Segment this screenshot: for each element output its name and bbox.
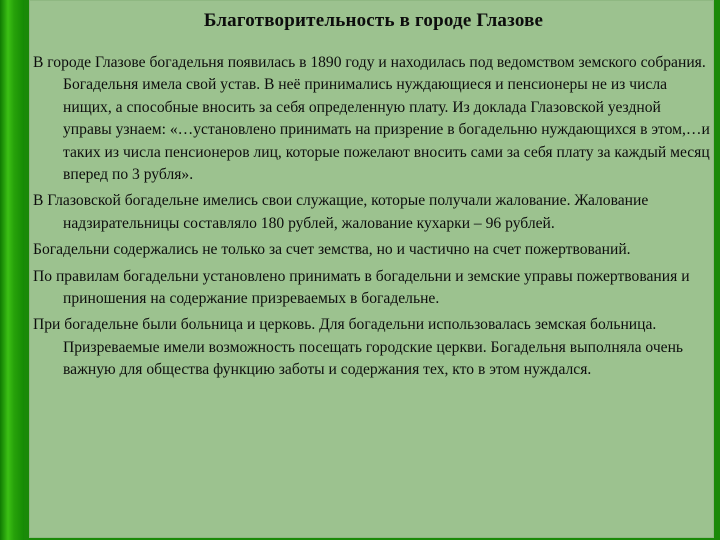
paragraph-history: В городе Глазове богадельня появилась в 1890 году и находилась под ведомством земского собрания. Богадельня имела свой устав. В неё принимались нуждающиеся и пенсионеры не из числа нищих, а способные вносить за себя определенную плату. Из доклада Глазовской уездной управы узнаем: «…установлено принимать на призрение в богадельню нуждающихся в этом,…и таких из числа пенсионеров лиц, которые пожелают вносить сами за себя плату за каждый месяц вперед по 3 рубля».	[33, 54, 710, 184]
slide-title: Благотворительность в городе Глазове	[203, 10, 544, 31]
paragraph-funding: Богадельни содержались не только за счет земства, но и частично на счет пожертвований.	[33, 241, 631, 259]
paragraph-staff: В Глазовской богадельне имелись свои служащие, которые получали жалование. Жалование надзирательницы составляло 180 рублей, жалование кухарки – 96 рублей.	[33, 192, 649, 232]
paragraph-hospital-church: При богадельне были больница и церковь. Для богадельни использовалась земская больница. Призреваемые имели возможность посещать городские церкви. Богадельня выполняла очень важную для общества функцию заботы и содержания тех, кто в этом нуждался.	[33, 316, 684, 379]
slide-body	[33, 52, 713, 386]
paragraph-rules: По правилам богадельни установлено принимать в богадельни и земские управы пожертвования и приношения на содержание призреваемых в богадельне.	[33, 267, 690, 308]
left-decorative-stripe	[0, 0, 24, 540]
